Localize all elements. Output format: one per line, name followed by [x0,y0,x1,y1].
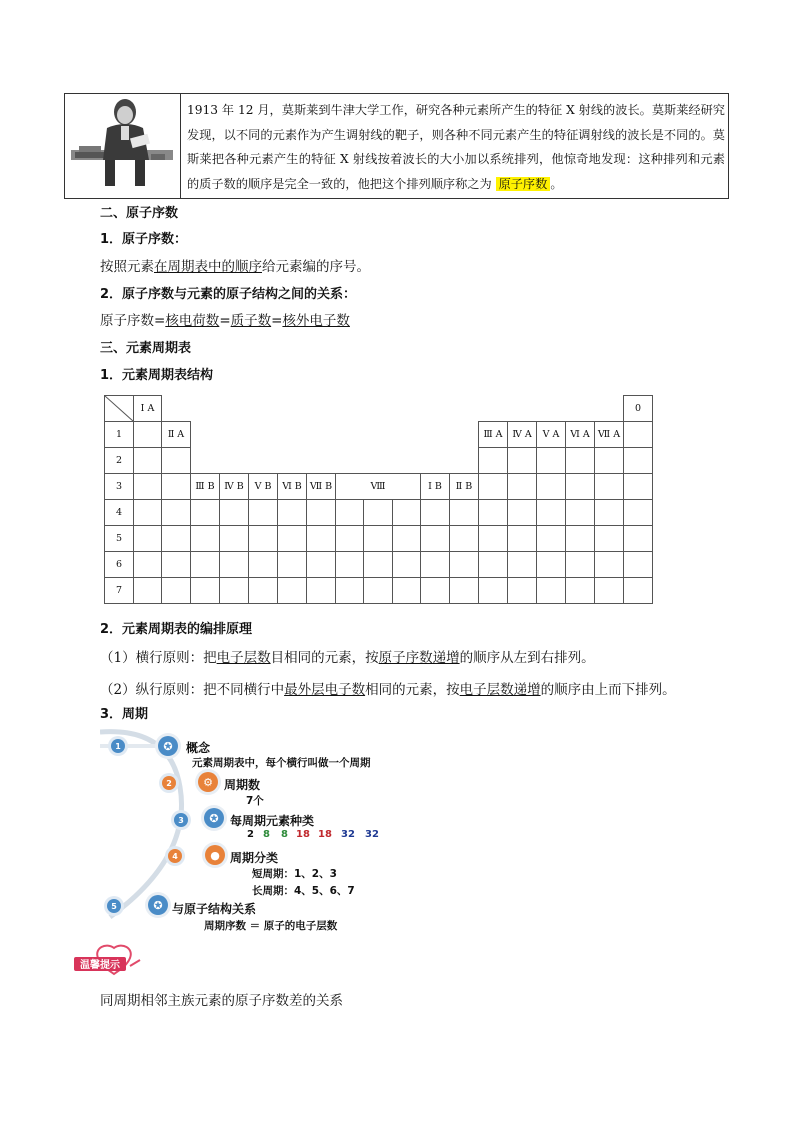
table-cell [623,499,653,526]
table-cell [478,525,508,552]
rel-atomic-number: 原子序数 [100,313,154,329]
table-cell [507,499,537,526]
relation-equation [100,309,350,329]
rule1-u2: 原子序数递增 [378,650,460,666]
table-cell [190,551,220,578]
group-IIIB: Ⅲ B [190,473,220,500]
table-cell [161,499,191,526]
table-cell [335,551,364,578]
table-cell [363,525,393,552]
group-IB: Ⅰ B [420,473,450,500]
table-cell [335,525,364,552]
gear-icon: ⚙ [198,772,218,792]
row-label-3: 3 [104,473,134,500]
table-cell [594,447,624,474]
table-cell [420,499,450,526]
table-cell [133,421,162,448]
table-cell [161,551,191,578]
moseley-portrait [65,94,181,198]
table-cell [277,525,307,552]
row-label-4: 4 [104,499,134,526]
rule2-mid: 相同的元素，按 [365,682,460,698]
viii-divider [392,499,393,604]
table-cell [248,551,278,578]
table-cell [161,577,191,604]
table-cell [449,499,479,526]
period-subheading: 3．周期 [100,707,149,722]
table-cell [133,551,162,578]
step-5-title: 与原子结构关系 [172,902,257,916]
rule2-u1: 最外层电子数 [284,682,366,698]
table-cell [507,551,537,578]
table-cell [277,577,307,604]
table-cell [623,421,653,448]
table-cell [536,551,566,578]
eq-sign: = [271,313,283,329]
period-count-6: 32 [341,829,355,840]
table-cell [420,525,450,552]
table-cell [277,499,307,526]
table-cell [190,525,220,552]
table-cell [623,577,653,604]
table-cell [190,499,220,526]
table-cell [478,577,508,604]
table-cell [565,473,595,500]
row-label-6: 6 [104,551,134,578]
step-5-dot: 5 [107,899,121,913]
rel-nuclear-charge: 核电荷数 [165,313,220,329]
table-cell [248,499,278,526]
period-count-2: 8 [263,829,270,840]
table-cell [392,577,421,604]
table-cell [133,577,162,604]
table-cell [594,577,624,604]
table-cell [536,499,566,526]
table-cell [277,551,307,578]
rule1-u1: 电子层数 [216,650,271,666]
row-label-2: 2 [104,447,134,474]
step-2-dot: 2 [162,776,176,790]
bio-highlight: 原子序数 [496,177,551,191]
table-cell [594,551,624,578]
table-cell [565,447,595,474]
rule1-mid: 目相同的元素，按 [270,650,379,666]
step-3-title: 每周期元素种类 [230,814,315,828]
def-post: 给元素编的序号。 [262,259,370,275]
table-cell [536,473,566,500]
group-IIIA: Ⅲ A [478,421,508,448]
step-2-title: 周期数 [224,778,261,792]
rule1-post: 的顺序从左到右排列。 [459,650,595,666]
step-3-dot: 3 [174,813,188,827]
table-cell [133,447,162,474]
table-cell [536,447,566,474]
row-label-holder-4 [104,499,134,526]
step-4-title: 周期分类 [230,851,279,865]
table-cell [594,525,624,552]
table-cell [161,447,191,474]
table-cell [449,551,479,578]
section-2-heading: 二、原子序数 [100,206,179,221]
table-cell [248,577,278,604]
table-cell [363,551,393,578]
row-label-7: 7 [104,577,134,604]
table-cell [363,499,393,526]
def-underlined: 在周期表中的顺序 [154,259,262,275]
group-VA: Ⅴ A [536,421,566,448]
table-cell [478,473,508,500]
table-cell [420,551,450,578]
table-cell [133,473,162,500]
table-cell [161,473,191,500]
step-1-detail: 元素周期表中，每个横行叫做一个周期 [192,757,371,769]
group-zero: 0 [623,395,653,422]
table-cell [335,577,364,604]
atomic-number-definition [100,255,370,275]
table-cell [306,577,336,604]
group-IIB: Ⅱ B [449,473,479,500]
rule-vertical [100,678,676,698]
table-cell [478,447,508,474]
period-count-1: 2 [247,829,254,840]
table-cell [449,525,479,552]
eq-sign: = [154,313,166,329]
step-1-dot: 1 [111,739,125,753]
group-IVA: Ⅳ A [507,421,537,448]
bio-text-before: 1913 年 12 月，莫斯莱到牛津大学工作，研究各种元素所产生的特征 X 射线的波长。莫斯莱经研究发现，以不同的元素作为产生调射线的靶子，则各种不同元素产生的特征调射线的波长是不同的。莫斯莱把各种元素产生的特征 X 射线按着波长的大小加以系统排列，他惊奇地发现：这种排列和元素的质子数的顺序是完全一致的，他把这个排列顺序称之为 [187,103,725,191]
bio-text-after: 。 [550,176,563,191]
table-cell [219,499,249,526]
rule2-post: 的顺序由上而下排列。 [540,682,676,698]
person-icon: ● [205,845,225,865]
table-cell [623,473,653,500]
period-count-4: 18 [296,829,310,840]
warm-tip-logo-text: 温馨提示 [80,960,120,971]
rel-protons: 质子数 [230,313,272,329]
table-cell [392,551,421,578]
table-cell [219,525,249,552]
table-cell [478,499,508,526]
table-cell [219,577,249,604]
viii-divider [363,499,364,604]
group-VIIA: Ⅶ A [594,421,624,448]
layout-principle-subheading: 2．元素周期表的编排原理 [100,622,253,637]
relation-subheading: 2．原子序数与元素的原子结构之间的关系： [100,287,357,302]
tip-text: 同周期相邻主族元素的原子序数差的关系 [100,993,343,1009]
table-cell [248,525,278,552]
atomic-number-subheading: 1．原子序数： [100,232,188,247]
group-VIIB: Ⅶ B [306,473,336,500]
table-cell [565,525,595,552]
table-cell [306,499,336,526]
table-cell [335,499,364,526]
table-cell [507,577,537,604]
bio-paragraph [187,98,725,196]
group-VIB: Ⅵ B [277,473,307,500]
group-VIII: Ⅷ [335,473,421,500]
table-cell [478,551,508,578]
table-cell [306,525,336,552]
table-cell [420,577,450,604]
group-IA: Ⅰ A [133,395,162,422]
table-cell [565,499,595,526]
warm-tip-logo [72,944,142,976]
table-cell [594,473,624,500]
def-pre: 按照元素 [100,259,154,275]
table-structure-subheading: 1．元素周期表结构 [100,368,214,383]
period-diagram [100,727,400,932]
corner-cell [104,395,134,422]
period-count-3: 8 [281,829,288,840]
table-cell [363,577,393,604]
runner-icon: ✪ [148,895,168,915]
table-cell [507,525,537,552]
step-2-detail: 7个 [246,795,264,807]
rule1-pre: （1）横行原则：把 [100,650,217,666]
table-cell [306,551,336,578]
step-4-dot: 4 [168,849,182,863]
table-cell [219,551,249,578]
bio-box [64,93,729,199]
group-IIA: Ⅱ A [161,421,191,448]
runner-icon: ✪ [204,808,224,828]
group-VIA: Ⅵ A [565,421,595,448]
eq-sign: = [219,313,231,329]
period-count-5: 18 [318,829,332,840]
table-cell [161,525,191,552]
row-label-1: 1 [104,421,134,448]
step-1-title: 概念 [186,741,211,755]
rule2-u2: 电子层数递增 [459,682,541,698]
table-cell [565,551,595,578]
runner-icon: ✪ [158,736,178,756]
periodic-table-skeleton [104,395,654,605]
row-label-5: 5 [104,525,134,552]
table-cell [449,577,479,604]
step-5-detail: 周期序数 ＝ 原子的电子层数 [204,920,338,932]
period-count-7: 32 [365,829,379,840]
table-cell [392,525,421,552]
long-period: 长周期：4、5、6、7 [252,885,355,897]
period-element-counts [247,829,397,843]
rule-horizontal [100,646,595,666]
section-3-heading: 三、元素周期表 [100,341,192,356]
table-cell [392,499,421,526]
short-period: 短周期：1、2、3 [252,868,337,880]
table-cell [565,577,595,604]
table-cell [536,525,566,552]
table-cell [536,577,566,604]
table-cell [507,473,537,500]
rel-electrons: 核外电子数 [282,313,350,329]
rule2-pre: （2）纵行原则：把不同横行中 [100,682,285,698]
table-cell [623,447,653,474]
table-cell [623,551,653,578]
group-VB: Ⅴ B [248,473,278,500]
table-cell [623,525,653,552]
table-cell [507,447,537,474]
table-cell [133,525,162,552]
group-IVB: Ⅳ B [219,473,249,500]
table-cell [190,577,220,604]
table-cell [133,499,162,526]
table-cell [594,499,624,526]
